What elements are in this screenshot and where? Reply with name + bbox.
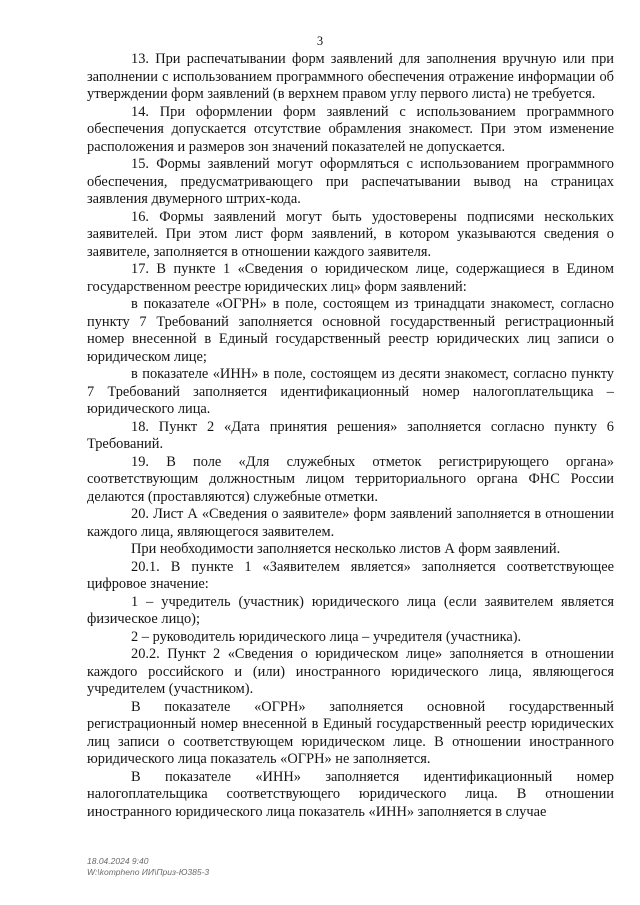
paragraph-19: 19. В поле «Для служебных отметок регистрирующего органа» соответствующим должностным лицом территориального органа ФНС России делаются (проставляются) служебные отметки.	[87, 453, 614, 505]
page-number: 3	[316, 34, 324, 48]
paragraph-20-2: 20.2. Пункт 2 «Сведения о юридическом лице» заполняется в отношении каждого российского и (или) иностранного юридического лица, являющегося учредителем (участником).	[87, 646, 614, 697]
paragraph-16: 16. Формы заявлений могут быть удостоверены подписями нескольких заявителей. При этом лист форм заявлений, в котором указываются сведения о заявителе, заполняется в отношении каждого заявителя.	[87, 208, 614, 260]
paragraph-13: 13. При распечатывании форм заявлений для заполнения вручную или при заполнении с использованием программного обеспечения отражение информации об утверждении форм заявлений (в верхнем правом углу первого листа) не требуется.	[87, 51, 614, 102]
paragraph-17: 17. В пункте 1 «Сведения о юридическом лице, содержащиеся в Едином государственном реестре юридических лиц» форм заявлений:	[87, 261, 614, 295]
document-body	[87, 51, 614, 821]
footer-timestamp: 18.04.2024 9:40	[87, 856, 149, 866]
paragraph-20-1-option-1: 1 – учредитель (участник) юридического лица (если заявителем является физическое лицо);	[87, 593, 614, 627]
paragraph-20-1: 20.1. В пункте 1 «Заявителем является» заполняется соответствующее цифровое значение:	[87, 558, 614, 592]
paragraph-20-1-option-2: 2 – руководитель юридического лица – учредителя (участника).	[131, 628, 522, 645]
paragraph-14: 14. При оформлении форм заявлений с использованием программного обеспечения допускается отсутствие обрамления знакомест. При этом изменение расположения и размеров зон значений показателей не допускается.	[87, 103, 614, 155]
paragraph-20: 20. Лист А «Сведения о заявителе» форм заявлений заполняется в отношении каждого лица, являющегося заявителем.	[87, 506, 614, 540]
footer-stamp	[87, 856, 209, 877]
paragraph-17-inn: в показателе «ИНН» в поле, состоящем из десяти знакомест, согласно пункту 7 Требований заполняется идентификационный номер налогоплательщика – юридического лица.	[87, 366, 614, 417]
paragraph-17-ogrn: в показателе «ОГРН» в поле, состоящем из тринадцати знакомест, согласно пункту 7 Требований заполняется основной государственный регистрационный номер внесенной в Единый государственный реестр юридических лиц записи о юридическом лице;	[87, 296, 614, 365]
paragraph-20-2-ogrn: В показателе «ОГРН» заполняется основной государственный регистрационный номер внесенной в Единый государственный реестр юридических лиц записи о соответствующем юридическом лице. В отношении иностранного юридического лица показатель «ОГРН» не заполняется.	[87, 698, 614, 767]
paragraph-20-2-inn: В показателе «ИНН» заполняется идентификационный номер налогоплательщика соответствующего юридического лица. В отношении иностранного юридического лица показатель «ИНН» заполняется в случае	[87, 768, 614, 820]
footer-file-path: W:\kompheno ИИ\Приз-Ю385-3	[87, 866, 210, 877]
paragraph-18: 18. Пункт 2 «Дата принятия решения» заполняется согласно пункту 6 Требований.	[87, 418, 614, 452]
paragraph-20-note: При необходимости заполняется несколько листов А форм заявлений.	[131, 541, 561, 557]
paragraph-15: 15. Формы заявлений могут оформляться с использованием программного обеспечения, предусматривающего при распечатывании вывод на страницах заявления двумерного штрих-кода.	[87, 156, 614, 207]
